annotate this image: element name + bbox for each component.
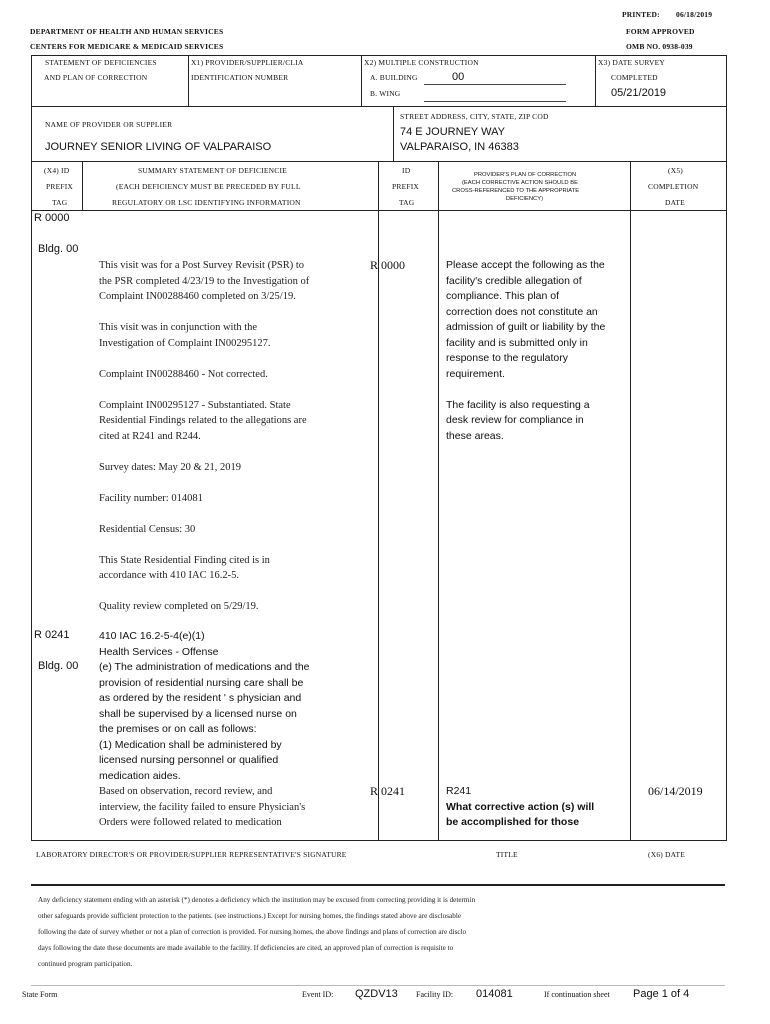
- rule: [82, 161, 83, 210]
- disclaimer-line: Any deficiency statement ending with an asterisk (*) denotes a deficiency which the institution may be excused from correcting providing it is determin: [38, 896, 476, 904]
- x2-label: X2) MULTIPLE CONSTRUCTION: [364, 58, 479, 67]
- event-id-value: QZDV13: [355, 988, 398, 1000]
- rule: [361, 55, 362, 106]
- x4-header-2: PREFIX: [46, 182, 74, 191]
- rule: [31, 884, 725, 886]
- printed-date: 06/18/2019: [676, 10, 713, 19]
- regulation-line: licensed nursing personnel or qualified: [99, 754, 279, 766]
- finding-line: Orders were followed related to medication: [99, 817, 282, 828]
- provider-label: NAME OF PROVIDER OR SUPPLIER: [45, 120, 173, 129]
- completion-date-r0241: 06/14/2019: [648, 784, 703, 798]
- address-line-2: VALPARAISO, IN 46383: [400, 141, 519, 153]
- provider-name: JOURNEY SENIOR LIVING OF VALPARAISO: [45, 141, 272, 153]
- summary-line: the PSR completed 4/23/19 to the Investigation of: [99, 275, 310, 287]
- plan-line: desk review for compliance in: [446, 414, 584, 426]
- director-signature-label: LABORATORY DIRECTOR'S OR PROVIDER/SUPPLIER REPRESENTATIVE'S SIGNATURE: [36, 850, 347, 859]
- finding-line: interview, the facility failed to ensure Physician's: [99, 801, 306, 813]
- rule: [595, 55, 596, 106]
- statement-label-1: STATEMENT OF DEFICIENCIES: [45, 58, 157, 67]
- plan-header-3: CROSS-REFERENCED TO THE APPROPRIATE: [452, 188, 580, 194]
- rule: [31, 55, 727, 56]
- regulation-line: Health Services - Offense: [99, 645, 219, 658]
- event-id-label: Event ID:: [302, 990, 334, 999]
- page-number: Page 1 of 4: [633, 988, 690, 1000]
- plan-line: correction does not constitute an: [446, 305, 598, 318]
- plan-of-correction-r0241: [446, 784, 594, 831]
- summary-line: cited at R241 and R244.: [99, 430, 201, 442]
- summary-line: Complaint IN00288460 completed on 3/25/19.: [99, 291, 296, 302]
- summary-line: Complaint IN00295127 - Substantiated. State: [99, 399, 291, 411]
- id-tag-r0241: R 0241: [370, 784, 406, 798]
- rule: [31, 210, 727, 211]
- finding-text-r0241: [99, 784, 305, 831]
- rule: [630, 161, 631, 840]
- x5-header-1: (X5): [668, 166, 683, 175]
- summary-paragraph: [99, 320, 309, 351]
- x2-building-label: A. BUILDING: [370, 73, 418, 82]
- finding-line: Based on observation, record review, and: [99, 786, 273, 797]
- facility-id-value: 014081: [476, 988, 513, 1000]
- address-line-1: 74 E JOURNEY WAY: [400, 126, 505, 138]
- x3-label-1: X3) DATE SURVEY: [598, 58, 665, 67]
- rule: [31, 161, 727, 162]
- omb-number: OMB NO. 0938-039: [626, 42, 693, 51]
- plan-line: What corrective action (s) will: [446, 800, 595, 813]
- rule: [31, 161, 32, 840]
- summary-line: This visit was in conjunction with the: [99, 322, 258, 333]
- regulation-line: as ordered by the resident ' s physician and: [99, 692, 302, 704]
- regulation-text-r0241: [99, 629, 310, 784]
- summary-line: This State Residential Finding cited is in: [99, 554, 270, 566]
- regulation-line: (e) The administration of medications and the: [99, 661, 310, 673]
- summary-line: Investigation of Complaint IN00295127.: [99, 337, 271, 349]
- plan-line: Please accept the following as the: [446, 259, 605, 271]
- summary-paragraph: [99, 491, 309, 507]
- regulation-line: medication aides.: [99, 769, 181, 782]
- tag-r0000: R 0000: [34, 212, 70, 224]
- plan-of-correction-r0000: [446, 258, 605, 460]
- plan-line: response to the regulatory: [446, 352, 568, 364]
- statement-label-2: AND PLAN OF CORRECTION: [44, 73, 148, 82]
- summary-line: Complaint IN00288460 - Not corrected.: [99, 368, 268, 380]
- rule: [188, 55, 189, 106]
- plan-line: be accomplished for those: [446, 816, 580, 828]
- rule: [31, 840, 727, 841]
- x2-wing-label: B. WING: [370, 89, 401, 98]
- summary-paragraph: [99, 599, 309, 615]
- id-header-3: TAG: [399, 198, 415, 207]
- rule: [393, 106, 394, 161]
- centers-name: CENTERS FOR MEDICARE & MEDICAID SERVICES: [30, 42, 224, 51]
- rule: [726, 55, 727, 161]
- facility-id-label: Facility ID:: [416, 990, 454, 999]
- summary-paragraph: [99, 553, 309, 584]
- x5-header-2: COMPLETION: [648, 182, 699, 191]
- regulation-line: the premises or on call as follows:: [99, 723, 257, 735]
- regulation-line: shall be supervised by a licensed nurse on: [99, 707, 297, 720]
- plan-line: admission of guilt or liability by the: [446, 321, 606, 333]
- plan-line: facility and is submitted only in: [446, 336, 588, 349]
- id-tag-r0000: R 0000: [370, 258, 406, 272]
- summary-line: Survey dates: May 20 & 21, 2019: [99, 461, 242, 473]
- x3-label-2: COMPLETED: [611, 73, 658, 82]
- summary-paragraph: [99, 258, 309, 305]
- id-header-2: PREFIX: [392, 182, 420, 191]
- plan-line: The facility is also requesting a: [446, 398, 590, 411]
- continuation-label: If continuation sheet: [544, 990, 610, 999]
- regulation-line: (1) Medication shall be administered by: [99, 738, 282, 751]
- summary-header-2: (EACH DEFICIENCY MUST BE PRECEDED BY FULL: [116, 182, 301, 191]
- summary-paragraph: [99, 460, 309, 476]
- x1-label-1: X1) PROVIDER/SUPPLIER/CLIA: [191, 58, 304, 67]
- x2-building-value: 00: [452, 71, 465, 83]
- rule: [31, 985, 725, 986]
- plan-line: these areas.: [446, 429, 504, 442]
- summary-line: Residential Census: 30: [99, 523, 196, 535]
- x5-header-3: DATE: [665, 198, 685, 207]
- bldg-r0000: Bldg. 00: [38, 243, 79, 255]
- bldg-r0241: Bldg. 00: [38, 660, 79, 672]
- x4-header-1: (X4) ID: [44, 166, 70, 175]
- regulation-line: 410 IAC 16.2-5-4(e)(1): [99, 630, 205, 642]
- summary-line: accordance with 410 IAC 16.2-5.: [99, 570, 239, 581]
- plan-line: R241: [446, 785, 472, 797]
- plan-line: compliance. This plan of: [446, 290, 560, 302]
- x6-date-label: (X6) DATE: [648, 850, 686, 859]
- disclaimer-line: continued program participation.: [38, 960, 133, 968]
- printed-label: PRINTED:: [622, 10, 660, 19]
- plan-line: facility's credible allegation of: [446, 274, 582, 287]
- department-name: DEPARTMENT OF HEALTH AND HUMAN SERVICES: [30, 27, 224, 36]
- disclaimer-line: following the date of survey whether or not a plan of correction is provided. For nursing homes, the above findings and plans of correction are disclo: [38, 928, 467, 936]
- x1-label-2: IDENTIFICATION NUMBER: [191, 73, 289, 82]
- summary-line: Residential Findings related to the allegations are: [99, 415, 307, 426]
- building-underline: [424, 84, 566, 85]
- wing-underline: [424, 101, 566, 102]
- summary-line: Facility number: 014081: [99, 492, 203, 504]
- form-approved: FORM APPROVED: [626, 27, 695, 36]
- disclaimer-line: other safeguards provide sufficient protection to the patients. (see instructions.) Except for nursing homes, the findings stated above are disclosable: [38, 912, 462, 920]
- address-label: STREET ADDRESS, CITY, STATE, ZIP COD: [400, 112, 549, 121]
- summary-paragraph: [99, 398, 309, 445]
- plan-header-1: PROVIDER'S PLAN OF CORRECTION: [474, 172, 577, 178]
- summary-paragraph: [99, 367, 309, 383]
- plan-paragraph: [446, 258, 605, 382]
- plan-header-4: DEFICIENCY): [506, 196, 544, 202]
- deficiency-summary-r0000: [99, 258, 309, 630]
- summary-header-3: REGULATORY OR LSC IDENTIFYING INFORMATION: [112, 198, 301, 207]
- rule: [31, 106, 727, 107]
- title-label: TITLE: [496, 850, 518, 859]
- plan-paragraph: [446, 398, 605, 445]
- state-form-label: State Form: [22, 990, 58, 999]
- plan-line: requirement.: [446, 367, 505, 380]
- disclaimer-line: days following the date these documents are made available to the facility. If deficiencies are cited, an approved plan of correction is requisite to: [38, 944, 454, 952]
- rule: [438, 161, 439, 840]
- id-header-1: ID: [402, 166, 411, 175]
- tag-r0241: R 0241: [34, 629, 70, 641]
- disclaimer-text: [38, 892, 475, 972]
- x4-header-3: TAG: [52, 198, 68, 207]
- rule: [726, 161, 727, 840]
- summary-header-1: SUMMARY STATEMENT OF DEFICIENCIE: [138, 166, 287, 175]
- plan-header-2: (EACH CORRECTIVE ACTION SHOULD BE: [462, 180, 578, 186]
- regulation-line: provision of residential nursing care shall be: [99, 676, 304, 689]
- rule: [31, 55, 32, 161]
- summary-line: Quality review completed on 5/29/19.: [99, 601, 259, 612]
- survey-completed-date: 05/21/2019: [611, 87, 667, 99]
- summary-line: This visit was for a Post Survey Revisit (PSR) to: [99, 260, 305, 271]
- summary-paragraph: [99, 522, 309, 538]
